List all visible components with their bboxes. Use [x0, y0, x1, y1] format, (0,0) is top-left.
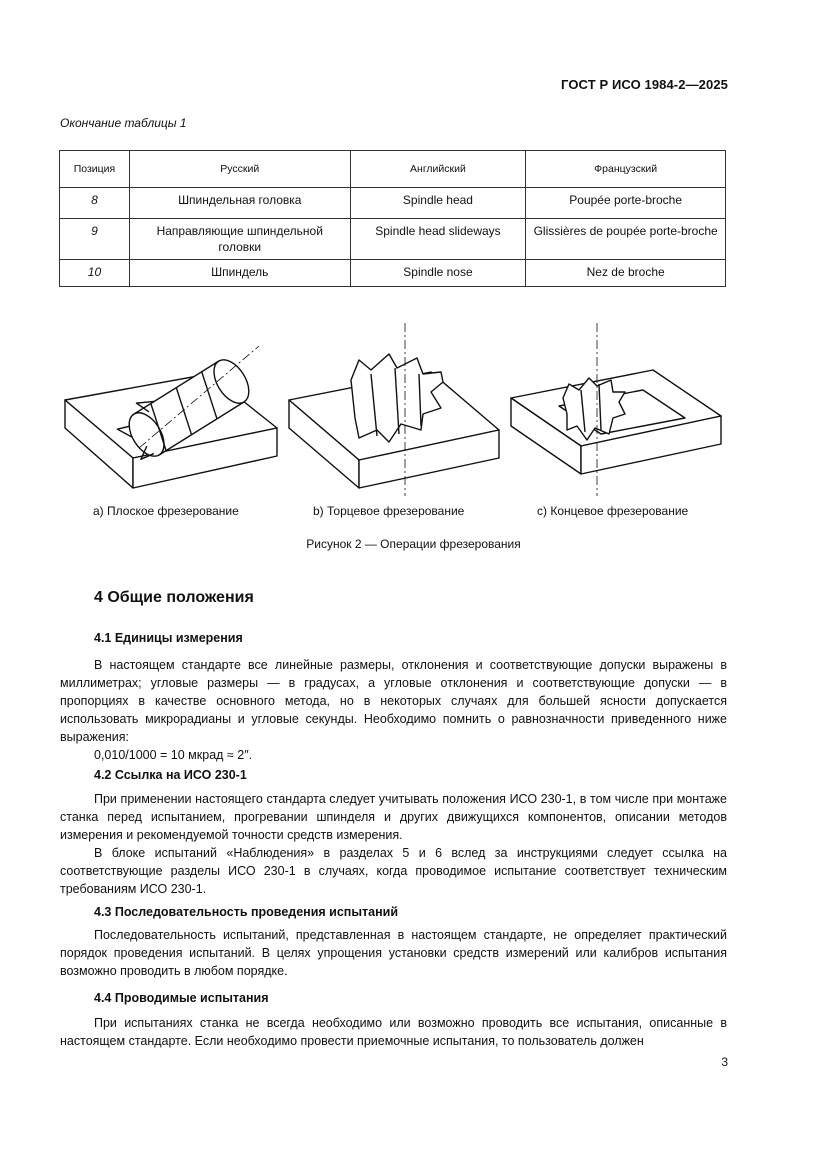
figure-subcaption-c: c) Концевое фрезерование — [537, 504, 689, 518]
paragraph: В настоящем стандарте все линейные размеры, отклонения и соответствующие допуски выражены в миллиметрах; угловые размеры — в градусах, а угловые отклонения и соответствующие допуски — в пропорциях в качестве основного метода, но в некоторых случаях для большей ясности допускается использовать микрорадианы и угловые секунды. Необходимо помнить о равнозначности приведенного ниже выражения: — [60, 658, 727, 744]
section-4-1-heading: 4.1 Единицы измерения — [94, 631, 243, 645]
table-cell: Poupée porte-broche — [526, 188, 726, 219]
milling-figure — [59, 318, 726, 498]
table-row — [60, 188, 726, 219]
table-header-row — [60, 151, 726, 188]
page-number: 3 — [721, 1055, 728, 1069]
table-cell: Направляющие шпиндельной головки — [129, 219, 350, 260]
table-caption: Окончание таблицы 1 — [60, 116, 187, 130]
column-header: Позиция — [60, 151, 130, 188]
table-cell: Nez de broche — [526, 260, 726, 287]
terms-table — [59, 150, 726, 287]
paragraph: В блоке испытаний «Наблюдения» в разделах 5 и 6 вслед за инструкциями следует ссылка на соответствующие разделы ИСО 230-1 в случаях, когда проводимое испытание соответствует техническим требованиям ИСО 230-1. — [60, 846, 727, 896]
table-cell: Spindle head — [350, 188, 526, 219]
column-header: Французский — [526, 151, 726, 188]
column-header: Русский — [129, 151, 350, 188]
plain-milling-illustration — [59, 318, 284, 498]
table-row — [60, 219, 726, 260]
section-4-4-text — [60, 1014, 727, 1050]
table-cell: 10 — [60, 260, 130, 287]
table-cell: Glissières de poupée porte-broche — [526, 219, 726, 260]
table-cell: Шпиндель — [129, 260, 350, 287]
paragraph: При испытаниях станка не всегда необходимо или возможно проводить все испытания, описанные в настоящем стандарте. Если необходимо провести приемочные испытания, то пользователь должен — [60, 1016, 727, 1048]
section-4-2-text — [60, 790, 727, 898]
figure-title: Рисунок 2 — Операции фрезерования — [306, 537, 521, 551]
section-4-1-text — [60, 656, 727, 764]
section-4-3-heading: 4.3 Последовательность проведения испытаний — [94, 905, 399, 919]
paragraph: Последовательность испытаний, представленная в настоящем стандарте, не определяет практический порядок проведения испытаний. В целях упрощения установки средств измерений или калибров испытания возможно проводить в любом порядке. — [60, 928, 727, 978]
standard-code: ГОСТ Р ИСО 1984-2—2025 — [561, 77, 728, 92]
figure-subcaption-a: а) Плоское фрезерование — [93, 504, 239, 518]
table-cell: 9 — [60, 219, 130, 260]
section-4-heading: 4 Общие положения — [94, 589, 254, 606]
section-4-2-heading: 4.2 Ссылка на ИСО 230-1 — [94, 768, 247, 782]
table-cell: 8 — [60, 188, 130, 219]
table-cell: Spindle head slideways — [350, 219, 526, 260]
section-4-4-heading: 4.4 Проводимые испытания — [94, 991, 269, 1005]
section-4-3-text — [60, 926, 727, 980]
figure-subcaption-b: b) Торцевое фрезерование — [313, 504, 465, 518]
paragraph: При применении настоящего стандарта следует учитывать положения ИСО 230-1, в том числе при монтаже станка перед испытанием, прогревании шпинделя и других движущихся компонентов, описании методов измерения и рекомендуемой точности средств измерения. — [60, 792, 727, 842]
table-row — [60, 260, 726, 287]
table-cell: Spindle nose — [350, 260, 526, 287]
end-milling-illustration — [503, 318, 726, 498]
table-cell: Шпиндельная головка — [129, 188, 350, 219]
column-header: Английский — [350, 151, 526, 188]
formula: 0,010/1000 = 10 мкрад ≈ 2″. — [94, 748, 253, 762]
face-milling-illustration — [281, 318, 506, 498]
